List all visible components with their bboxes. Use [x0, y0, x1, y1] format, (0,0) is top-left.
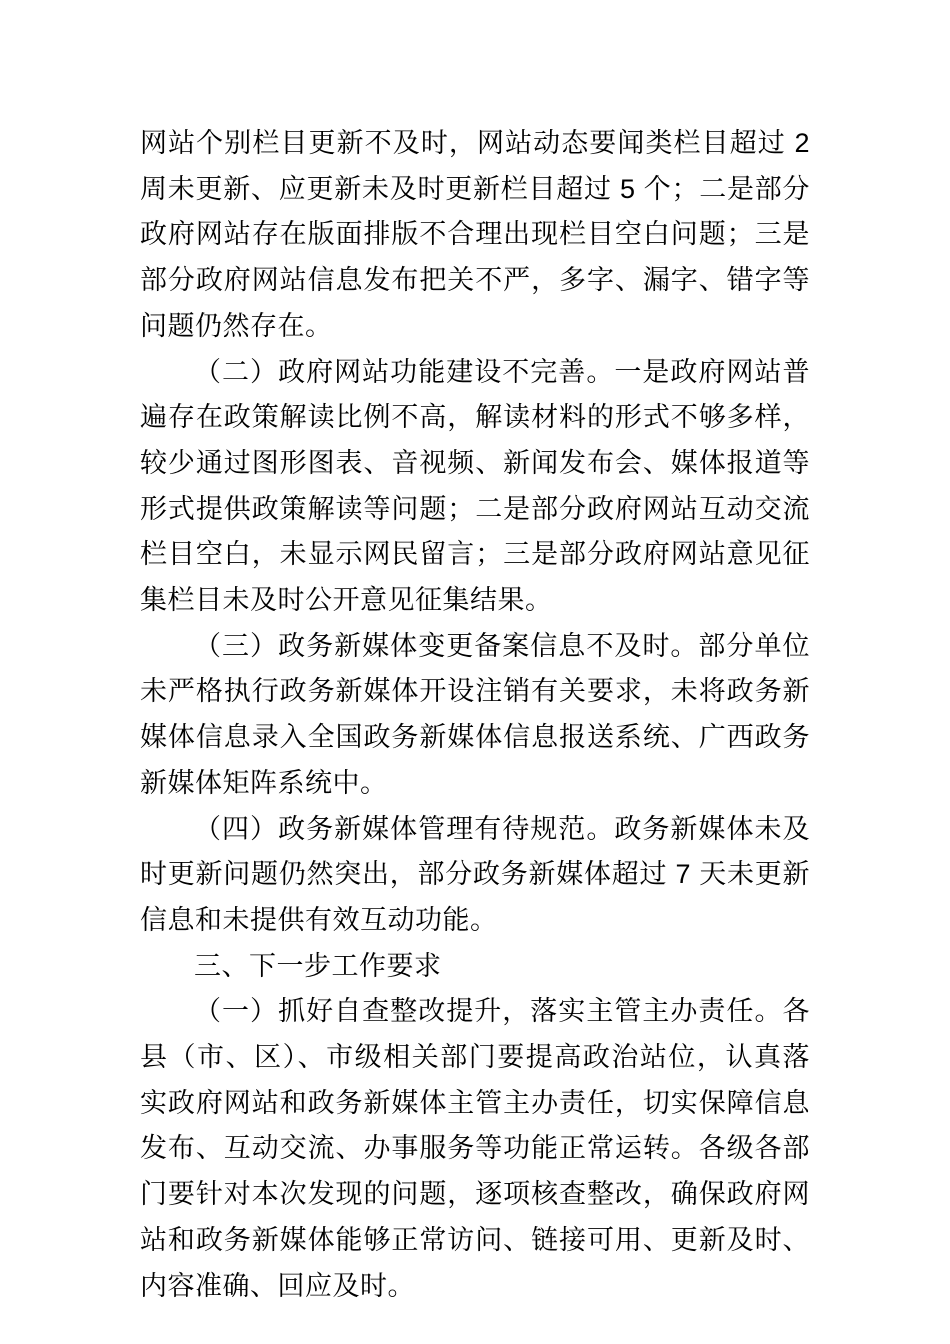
paragraph-section-2: （二）政府网站功能建设不完善。一是政府网站普遍存在政策解读比例不高，解读材料的形式不够多样，较少通过图形图表、音视频、新闻发布会、媒体报道等形式提供政策解读等问题；二是部分政府网站互动交流栏目空白，未显示网民留言；三是部分政府网站意见征集栏目未及时公开意见征集结果。: [140, 356, 810, 616]
paragraph-continuation: 网站个别栏目更新不及时，网站动态要闻类栏目超过 2 周未更新、应更新未及时更新栏目超过 5 个；二是部分政府网站存在版面排版不合理出现栏目空白问题；三是部分政府网站信息发布把关不严，多字、漏字、错字等问题仍然存在。: [140, 128, 810, 341]
paragraph-section-3: （三）政务新媒体变更备案信息不及时。部分单位未严格执行政务新媒体开设注销有关要求，未将政务新媒体信息录入全国政务新媒体信息报送系统、广西政务新媒体矩阵系统中。: [140, 630, 810, 798]
document-text-block: [140, 121, 810, 1309]
section-heading-next-steps: 三、下一步工作要求: [194, 950, 442, 981]
paragraph-section-4: （四）政务新媒体管理有待规范。政务新媒体未及时更新问题仍然突出，部分政务新媒体超过 7 天未更新信息和未提供有效互动功能。: [140, 813, 810, 935]
paragraph-requirement-1: （一）抓好自查整改提升，落实主管主办责任。各县（市、区）、市级相关部门要提高政治站位，认真落实政府网站和政务新媒体主管主办责任，切实保障信息发布、互动交流、办事服务等功能正常运转。各级各部门要针对本次发现的问题，逐项核查整改，确保政府网站和政务新媒体能够正常访问、链接可用、更新及时、内容准确、回应及时。: [140, 996, 810, 1301]
